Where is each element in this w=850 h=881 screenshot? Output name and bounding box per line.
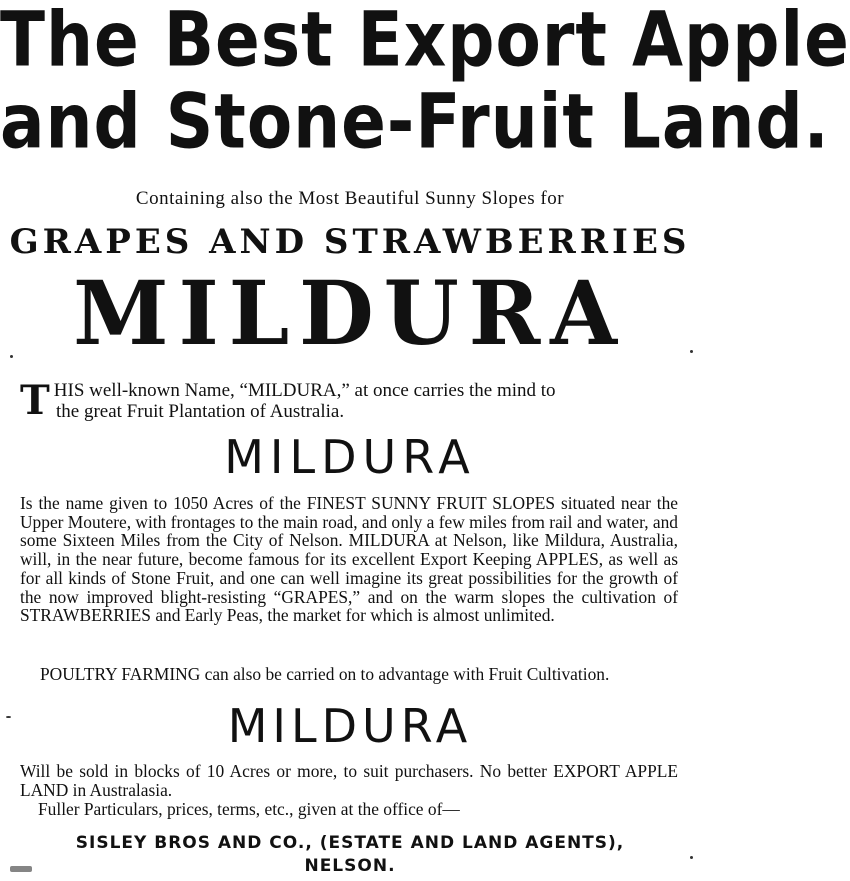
feature-heading: GRAPES AND STRAWBERRIES <box>9 222 691 262</box>
print-speck <box>690 856 693 859</box>
brand-title: MILDURA <box>73 261 627 365</box>
headline-line-2: and Stone-Fruit Land. <box>0 77 830 166</box>
print-speck <box>10 355 13 358</box>
body-text: Is the name given to 1050 Acres of the FINEST SUNNY FRUIT SLOPES situated near the Upper Moutere, with frontages to the main road, and only a few miles from rail and water, and some Sixteen Miles from the City of Nelson. MILDURA at Nelson, like Mildura, Australia, will, in the near future, become famous for its excellent Export Keeping APPLES, as well as for all kinds of Stone Fruit, and one can well imagine its great possibilities for the growth of the now improved blight-resisting “GRAPES,” and on the warm slopes the cultivation of STRAWBERRIES and Early Peas, the market for which is almost unlimited. <box>20 493 679 626</box>
intro-line-1: HIS well-known Name, “MILDURA,” at once carries the mind to <box>53 380 556 401</box>
print-smudge <box>10 866 32 872</box>
body-paragraph <box>20 494 678 625</box>
print-speck <box>6 716 11 718</box>
poultry-paragraph: POULTRY FARMING can also be carried on to advantage with Fruit Cultivation. <box>40 664 610 684</box>
agents-line: SISLEY BROS AND CO., (ESTATE AND LAND AGENTS), <box>75 833 625 853</box>
drop-cap: T <box>20 377 50 424</box>
particulars-line: Fuller Particulars, prices, terms, etc., given at the office of— <box>38 799 460 819</box>
print-speck <box>690 350 693 353</box>
headline-line-1: The Best Export Apple <box>0 0 850 84</box>
sale-paragraph: Will be sold in blocks of 10 Acres or more, to suit purchasers. No better EXPORT APPLE LAND in Australasia. <box>20 761 678 800</box>
section-title-2: MILDURA <box>227 699 473 753</box>
section-title-1: MILDURA <box>224 430 476 484</box>
subheading: Containing also the Most Beautiful Sunny Slopes for <box>135 188 565 209</box>
town-line: NELSON. <box>304 856 396 876</box>
intro-line-2: the great Fruit Plantation of Australia. <box>56 401 345 422</box>
intro-paragraph <box>20 377 682 424</box>
